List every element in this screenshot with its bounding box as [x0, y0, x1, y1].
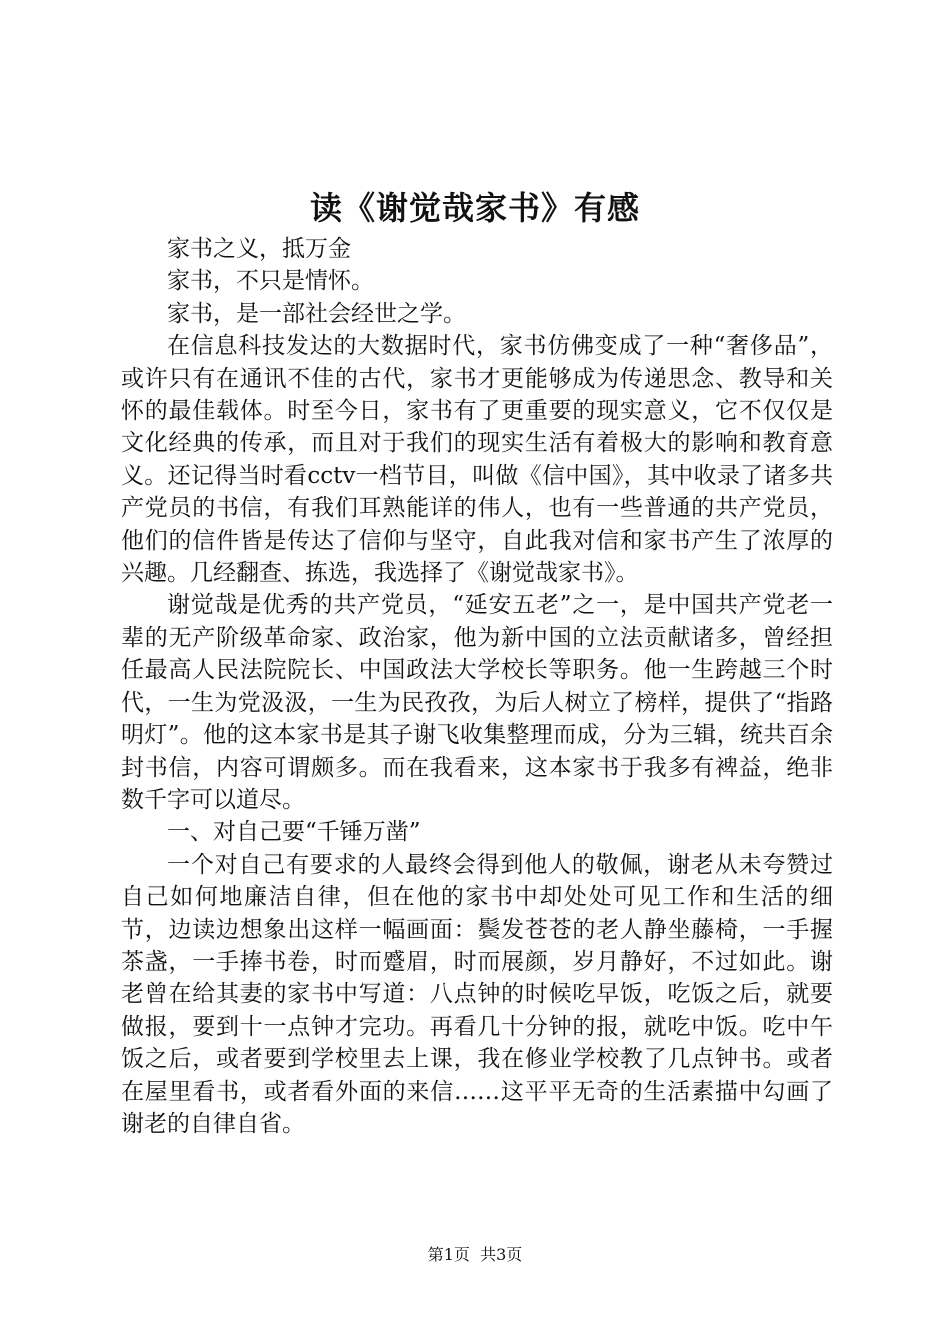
section-heading: 一、对自己要“千锤万凿”	[167, 819, 421, 846]
paragraph-1: 家书之义，抵万金	[167, 236, 351, 262]
total-pages: 共3页	[480, 1245, 523, 1264]
paragraph-4: 在信息科技发达的大数据时代，家书仿佛变成了一种“奢侈品”，或许只有在通讯不佳的古代，家书才更能够成为传递思念、教导和关怀的最佳载体。时至今日，家书有了更重要的现实意义，它不仅仅是文化经典的传承，而且对于我们的现实生活有着极大的影响和教育意义。还记得当时看cctv一档节目，叫做《信中国》，其中收录了诸多共产党员的书信，有我们耳熟能详的伟人，也有一些普通的共产党员，他们的信件皆是传达了信仰与坚守，自此我对信和家书产生了浓厚的兴趣。几经翻查、拣选，我选择了《谢觉哉家书》。	[121, 333, 833, 587]
paragraph-2: 家书，不只是情怀。	[167, 268, 374, 295]
footer-separator	[470, 1245, 480, 1264]
document-title: 读《谢觉哉家书》有感	[309, 189, 640, 227]
paragraph-3: 家书，是一部社会经世之学。	[167, 300, 466, 327]
document-body	[121, 233, 833, 1140]
paragraph-5: 谢觉哉是优秀的共产党员，“延安五老”之一，是中国共产党老一辈的无产阶级革命家、政治家，他为新中国的立法贡献诸多，曾经担任最高人民法院院长、中国政法大学校长等职务。他一生跨越三个时代，一生为党汲汲，一生为民孜孜，为后人树立了榜样，提供了“指路明灯”。他的这本家书是其子谢飞收集整理而成，分为三辑，统共百余封书信，内容可谓颇多。而在我看来，这本家书于我多有裨益，绝非数千字可以道尽。	[121, 592, 833, 813]
page-footer	[0, 1244, 950, 1266]
paragraph-6: 一个对自己有要求的人最终会得到他人的敬佩，谢老从未夸赞过自己如何地廉洁自律，但在他的家书中却处处可见工作和生活的细节，边读边想象出这样一幅画面：鬓发苍苍的老人静坐藤椅，一手握茶盏，一手捧书卷，时而蹙眉，时而展颜，岁月静好，不过如此。谢老曾在给其妻的家书中写道：八点钟的时候吃早饭，吃饭之后，就要做报，要到十一点钟才完功。再看几十分钟的报，就吃中饭。吃中午饭之后，或者要到学校里去上课，我在修业学校教了几点钟书。或者在屋里看书，或者看外面的来信……这平平无奇的生活素描中勾画了谢老的自律自省。	[121, 851, 833, 1137]
page-number: 第1页	[427, 1245, 470, 1264]
